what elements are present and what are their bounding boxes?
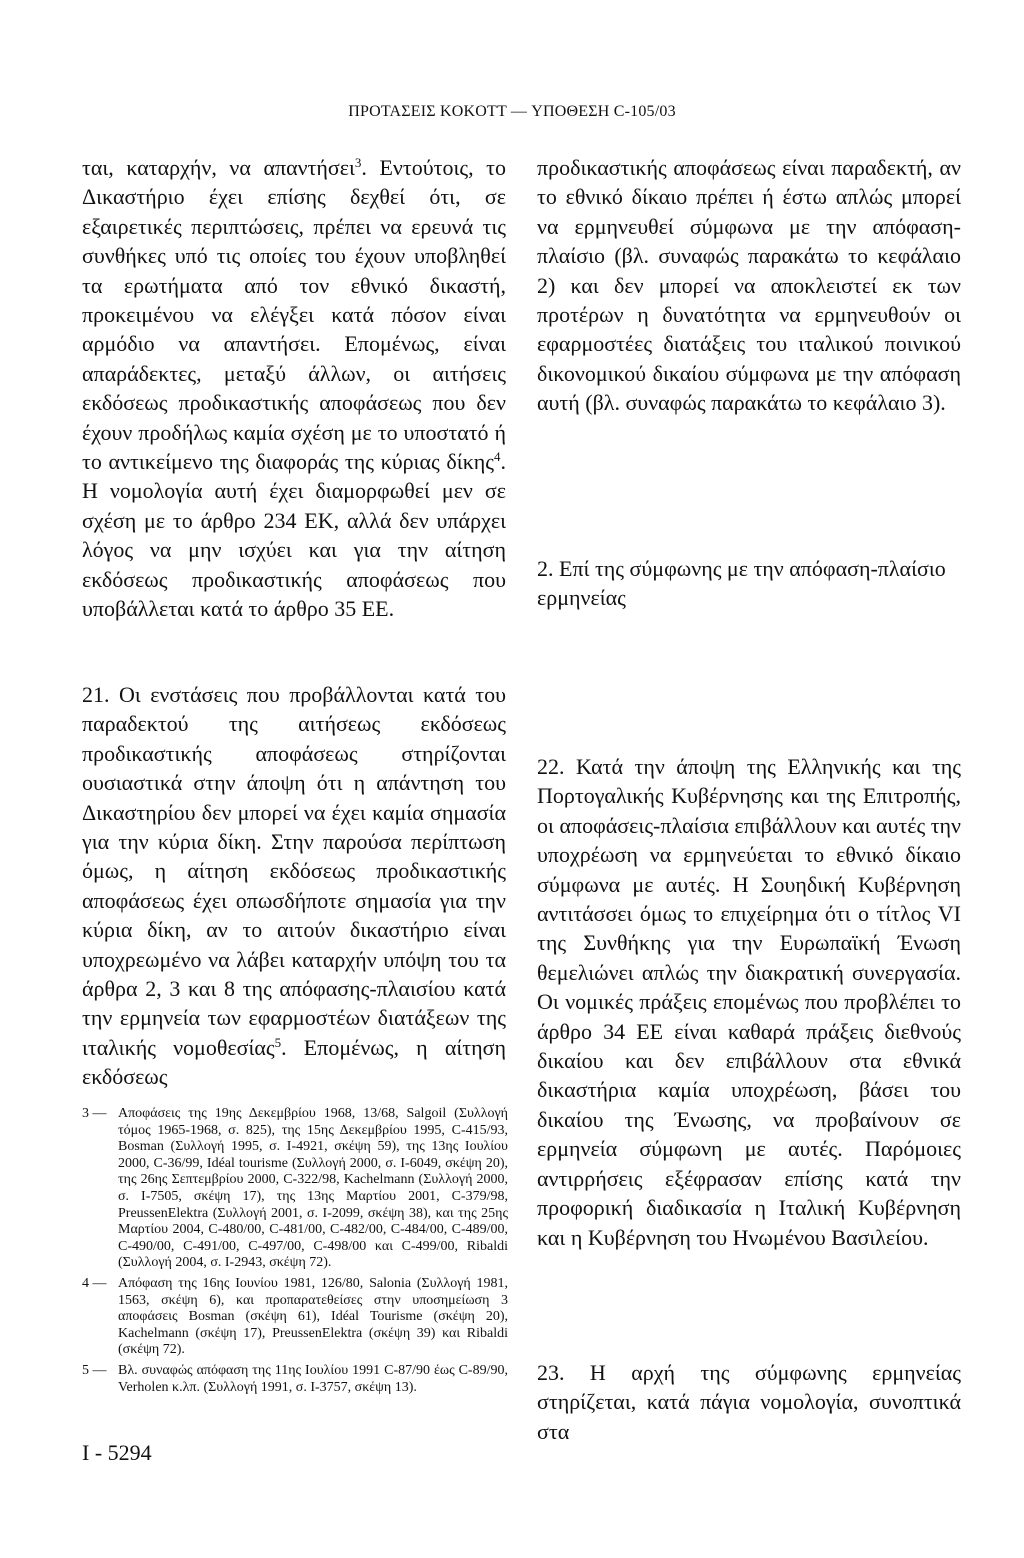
footnote-ref-3: 3 (354, 155, 362, 170)
footnote (82, 1363, 508, 1396)
footnote-text: Απόφαση της 16ης Ιουνίου 1981, 126/80, Salonia (Συλλογή 1981, 1563, σκέψη 6), και προπαρατεθείσες στην υποσημείωση 3 αποφάσεις Bosman (σκέψη 61), Idéal Tourisme (σκέψη 20), Kachelmann (σκέψη 17), PreussenElektra (σκέψη 39) και Ribaldi (σκέψη 72). (118, 1275, 508, 1358)
paragraph-text: ται, καταρχήν, να απαντήσει (82, 155, 355, 180)
page-number: I - 5294 (82, 1440, 152, 1465)
paragraph-text: 23. Η αρχή της σύμφωνης ερμηνείας στηρίζεται, κατά πάγια νομολογία, συνοπτικά στα (537, 1360, 961, 1444)
section-heading (537, 554, 961, 613)
paragraph-text: 21. Οι ενστάσεις που προβάλλονται κατά του παραδεκτού της αιτήσεως εκδόσεως προδικαστικής αποφάσεως στηρίζονται ουσιαστικά στην άποψη ότι η απάντηση του Δικαστηρίου δεν μπορεί να έχει καμία σημασία για την κύρια δίκη. Στην παρούσα περίπτωση όμως, η αίτηση εκδόσεως προδικαστικής αποφάσεως έχει οπωσδήποτε σημασία για την κύρια δίκη, αν το αιτούν δικαστήριο είναι υποχρεωμένο να λάβει καταρχήν υπόψη του τα άρθρα 2, 3 και 8 της απόφασης-πλαισίου κατά την ερμηνεία των εφαρμοστέων διατάξεων της ιταλικής νομοθεσίας (82, 682, 506, 1060)
running-header: ΠΡΟΤΑΣΕΙΣ KOKOTT — ΥΠΟΘΕΣΗ C-105/03 (348, 103, 676, 120)
footnote-ref-5: 5 (274, 1034, 282, 1050)
footnotes (82, 1106, 508, 1400)
footnote-text: Βλ. συναφώς απόφαση της 11ης Ιουλίου 1991 C-87/90 έως C-89/90, Verholen κ.λπ. (Συλλογή 1991, σ. I-3757, σκέψη 13). (118, 1362, 508, 1395)
paragraph-20-continuation (82, 153, 506, 624)
paragraph-22 (537, 752, 961, 1252)
paragraph-text: . Η νομολογία αυτή έχει διαμορφωθεί μεν σε σχέση με το άρθρο 234 ΕΚ, αλλά δεν υπάρχει λόγος να μην ισχύει και για την αίτηση εκδόσεως προδικαστικής αποφάσεως που υποβάλλεται κατά το άρθρο 35 ΕΕ. (82, 449, 506, 622)
footnote-number: 4 — (82, 1275, 107, 1291)
footnote-ref-4: 4 (494, 449, 501, 465)
footnote-text: Αποφάσεις της 19ης Δεκεμβρίου 1968, 13/68, Salgoil (Συλλογή τόμος 1965-1968, σ. 825), της 15ης Δεκεμβρίου 1995, C-415/93, Bosman (Συλλογή 1995, σ. I-4921, σκέψη 59), της 13ης Ιουλίου 2000, C-36/99, Idéal tourisme (Συλλογή 2000, σ. I-6049, σκέψη 20), της 26ης Σεπτεμβρίου 2000, C-322/98, Kachelmann (Συλλογή 2000, σ. I-7505, σκέψη 17), της 13ης Μαρτίου 2001, C-379/98, PreussenElektra (Συλλογή 2001, σ. I-2099, σκέψη 38), και της 25ης Μαρτίου 2004, C-480/00, C-481/00, C-482/00, C-484/00, C-489/00, C-490/00, C-491/00, C-497/00, C-498/00 και C-499/00, Ribaldi (Συλλογή 2004, σ. I-2943, σκέψη 72). (118, 1106, 508, 1271)
paragraph-23 (537, 1358, 961, 1446)
paragraph-text: προδικαστικής αποφάσεως είναι παραδεκτή, αν το εθνικό δίκαιο πρέπει ή έστω απλώς μπορεί να ερμηνευθεί σύμφωνα με την απόφαση-πλαίσιο (βλ. συναφώς παρακάτω το κεφάλαιο 2) και δεν μπορεί να αποκλειστεί εκ των προτέρων η δυνατότητα να ερμηνευθούν οι εφαρμοστέες διατάξεις του ιταλικού ποινικού δικονομικού δικαίου σύμφωνα με την απόφαση αυτή (βλ. συναφώς παρακάτω το κεφάλαιο 3). (537, 155, 961, 416)
paragraph-21 (82, 680, 506, 1092)
footnote-number: 5 — (82, 1362, 107, 1378)
paragraph-text: . Εντούτοις, το Δικαστήριο έχει επίσης δεχθεί ότι, σε εξαιρετικές περιπτώσεις, πρέπει να ερευνά τις συνθήκες υπό τις οποίες του έχουν υποβληθεί τα ερωτήματα από τον εθνικό δικαστή, προκειμένου να ελέγξει κατά πόσον είναι αρμόδιο να απαντήσει. Επομένως, είναι απαράδεκτες, μεταξύ άλλων, οι αιτήσεις εκδόσεως προδικαστικής αποφάσεως που δεν έχουν προδήλως καμία σχέση με το υποστατό ή το αντικείμενο της διαφοράς της κύριας δίκης (82, 155, 506, 475)
paragraph-text: 22. Κατά την άποψη της Ελληνικής και της Πορτογαλικής Κυβέρνησης και της Επιτροπής, οι αποφάσεις-πλαίσια επιβάλλουν και αυτές την υποχρέωση να ερμηνεύεται το εθνικό δίκαιο σύμφωνα με αυτές. Η Σουηδική Κυβέρνηση αντιτάσσει όμως το επιχείρημα ότι ο τίτλος VI της Συνθήκης για την Ευρωπαϊκή Ένωση θεμελιώνει απλώς την διακρατική συνεργασία. Οι νομικές πράξεις επομένως που προβλέπει το άρθρο 34 ΕΕ είναι καθαρά πράξεις διεθνούς δικαίου και δεν επιβάλλουν στα εθνικά δικαστήρια καμία υποχρέωση, βάσει του δικαίου της Ένωσης, να προβαίνουν σε ερμηνεία σύμφωνη με αυτές. Παρόμοιες αντιρρήσεις εξέφρασαν επίσης κατά την προφορική διαδικασία η Ιταλική Κυβέρνηση και η Κυβέρνηση του Ηνωμένου Βασιλείου. (537, 754, 961, 1250)
footnote-number: 3 — (82, 1106, 107, 1121)
paragraph-text: . Επομένως, η αίτηση εκδόσεως (82, 1034, 506, 1090)
footnote (82, 1106, 508, 1272)
paragraph-21-continuation (537, 153, 961, 418)
footnote (82, 1276, 508, 1359)
section-heading-text: 2. Επί της σύμφωνης με την απόφαση-πλαίσιο ερμηνείας (537, 556, 946, 611)
